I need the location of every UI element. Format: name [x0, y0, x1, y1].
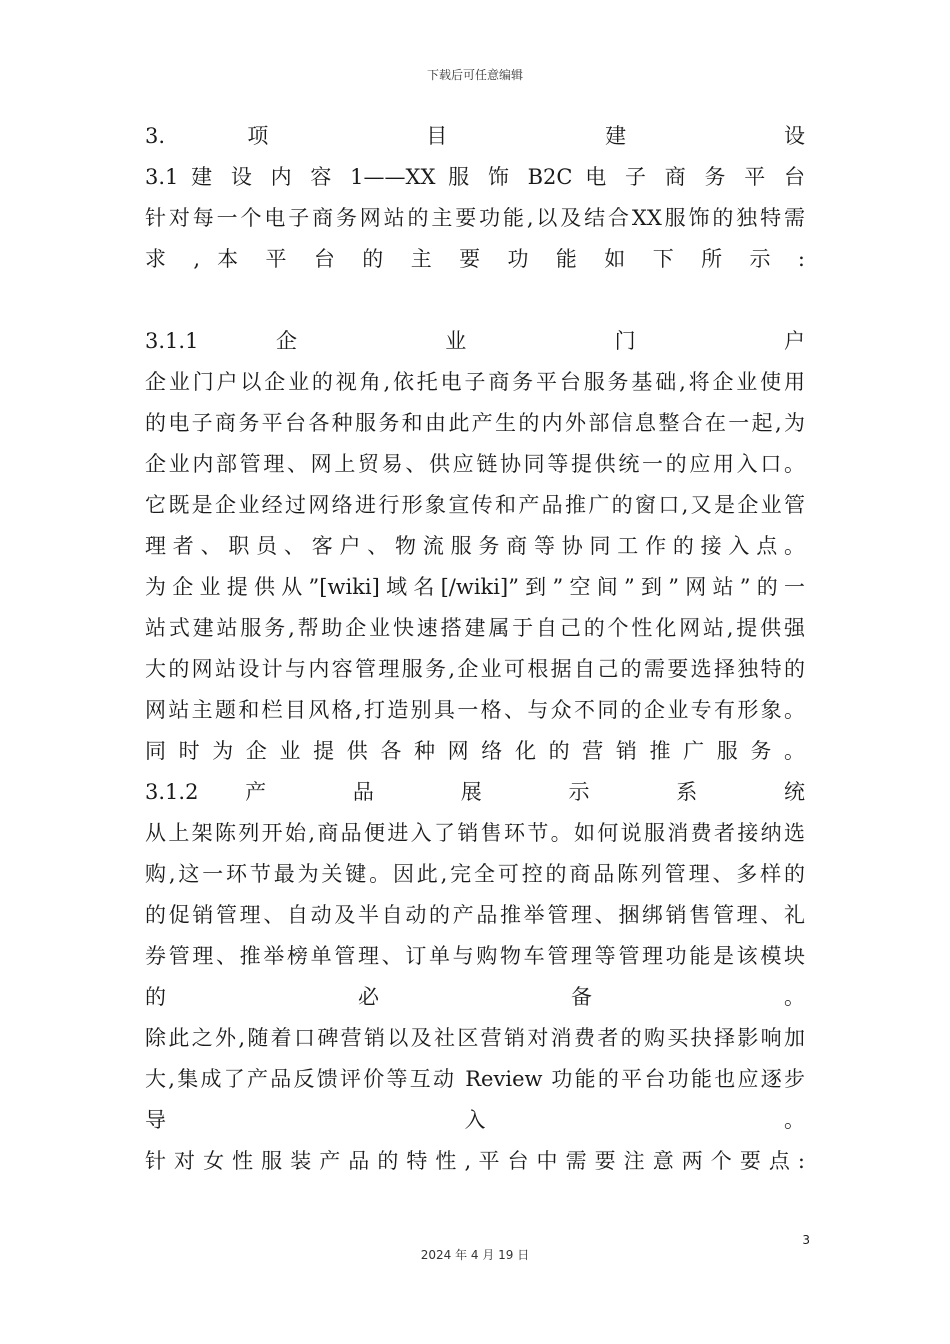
- text-line: 为企业提供从”[wiki]域名[/wiki]”到”空间”到”网站”的一: [145, 575, 805, 599]
- text-line: 企业门户以企业的视角,依托电子商务平台服务基础,将企业使用: [145, 370, 805, 394]
- page-number: 3: [802, 1233, 810, 1247]
- text-line: 网站主题和栏目风格,打造别具一格、与众不同的企业专有形象。: [145, 698, 805, 722]
- text-line: 3.1.1 企 业 门 户: [145, 329, 805, 353]
- text-line: 购,这一环节最为关键。因此,完全可控的商品陈列管理、多样的: [145, 862, 805, 886]
- text-line: 导 入 。: [145, 1108, 805, 1132]
- text-line: 除此之外,随着口碑营销以及社区营销对消费者的购买抉择影响加: [145, 1026, 805, 1050]
- text-line: 求 , 本 平 台 的 主 要 功 能 如 下 所 示 :: [145, 247, 805, 271]
- text-line: 站式建站服务,帮助企业快速搭建属于自己的个性化网站,提供强: [145, 616, 805, 640]
- text-line: 3. 项 目 建 设: [145, 124, 805, 148]
- text-line: 针 对 女 性 服 装 产 品 的 特 性 , 平 台 中 需 要 注 意 两 个 要 点 :: [145, 1149, 805, 1173]
- text-line: 3.1.2 产 品 展 示 系 统: [145, 780, 805, 804]
- document-body: [145, 116, 805, 1182]
- text-line: 大的网站设计与内容管理服务,企业可根据自己的需要选择独特的: [145, 657, 805, 681]
- text-line: [145, 280, 805, 321]
- text-line: 理 者 、 职 员 、 客 户 、 物 流 服 务 商 等 协 同 工 作 的 接 入 点 。: [145, 534, 805, 558]
- text-line: 券管理、推举榜单管理、订单与购物车管理等管理功能是该模块: [145, 944, 805, 968]
- text-line: 的电子商务平台各种服务和由此产生的内外部信息整合在一起,为: [145, 411, 805, 435]
- text-line: 的促销管理、自动及半自动的产品推举管理、捆绑销售管理、礼: [145, 903, 805, 927]
- text-line: 3.1 建 设 内 容 1——XX 服 饰 B2C 电 子 商 务 平 台: [145, 165, 805, 189]
- text-line: 针对每一个电子商务网站的主要功能,以及结合XX服饰的独特需: [145, 206, 805, 230]
- text-line: 同 时 为 企 业 提 供 各 种 网 络 化 的 营 销 推 广 服 务 。: [145, 739, 805, 763]
- page-header: 下载后可任意编辑: [426, 68, 523, 82]
- text-line: 企业内部管理、网上贸易、供应链协同等提供统一的应用入口。: [145, 452, 805, 476]
- text-line: 的 必 备 。: [145, 985, 805, 1009]
- text-line: 从上架陈列开始,商品便进入了销售环节。如何说服消费者接纳选: [145, 821, 805, 845]
- text-line: 大,集成了产品反馈评价等互动 Review 功能的平台功能也应逐步: [145, 1067, 805, 1091]
- text-line: 它既是企业经过网络进行形象宣传和产品推广的窗口,又是企业管: [145, 493, 805, 517]
- page-footer-date: 2024 年 4 月 19 日: [420, 1248, 530, 1262]
